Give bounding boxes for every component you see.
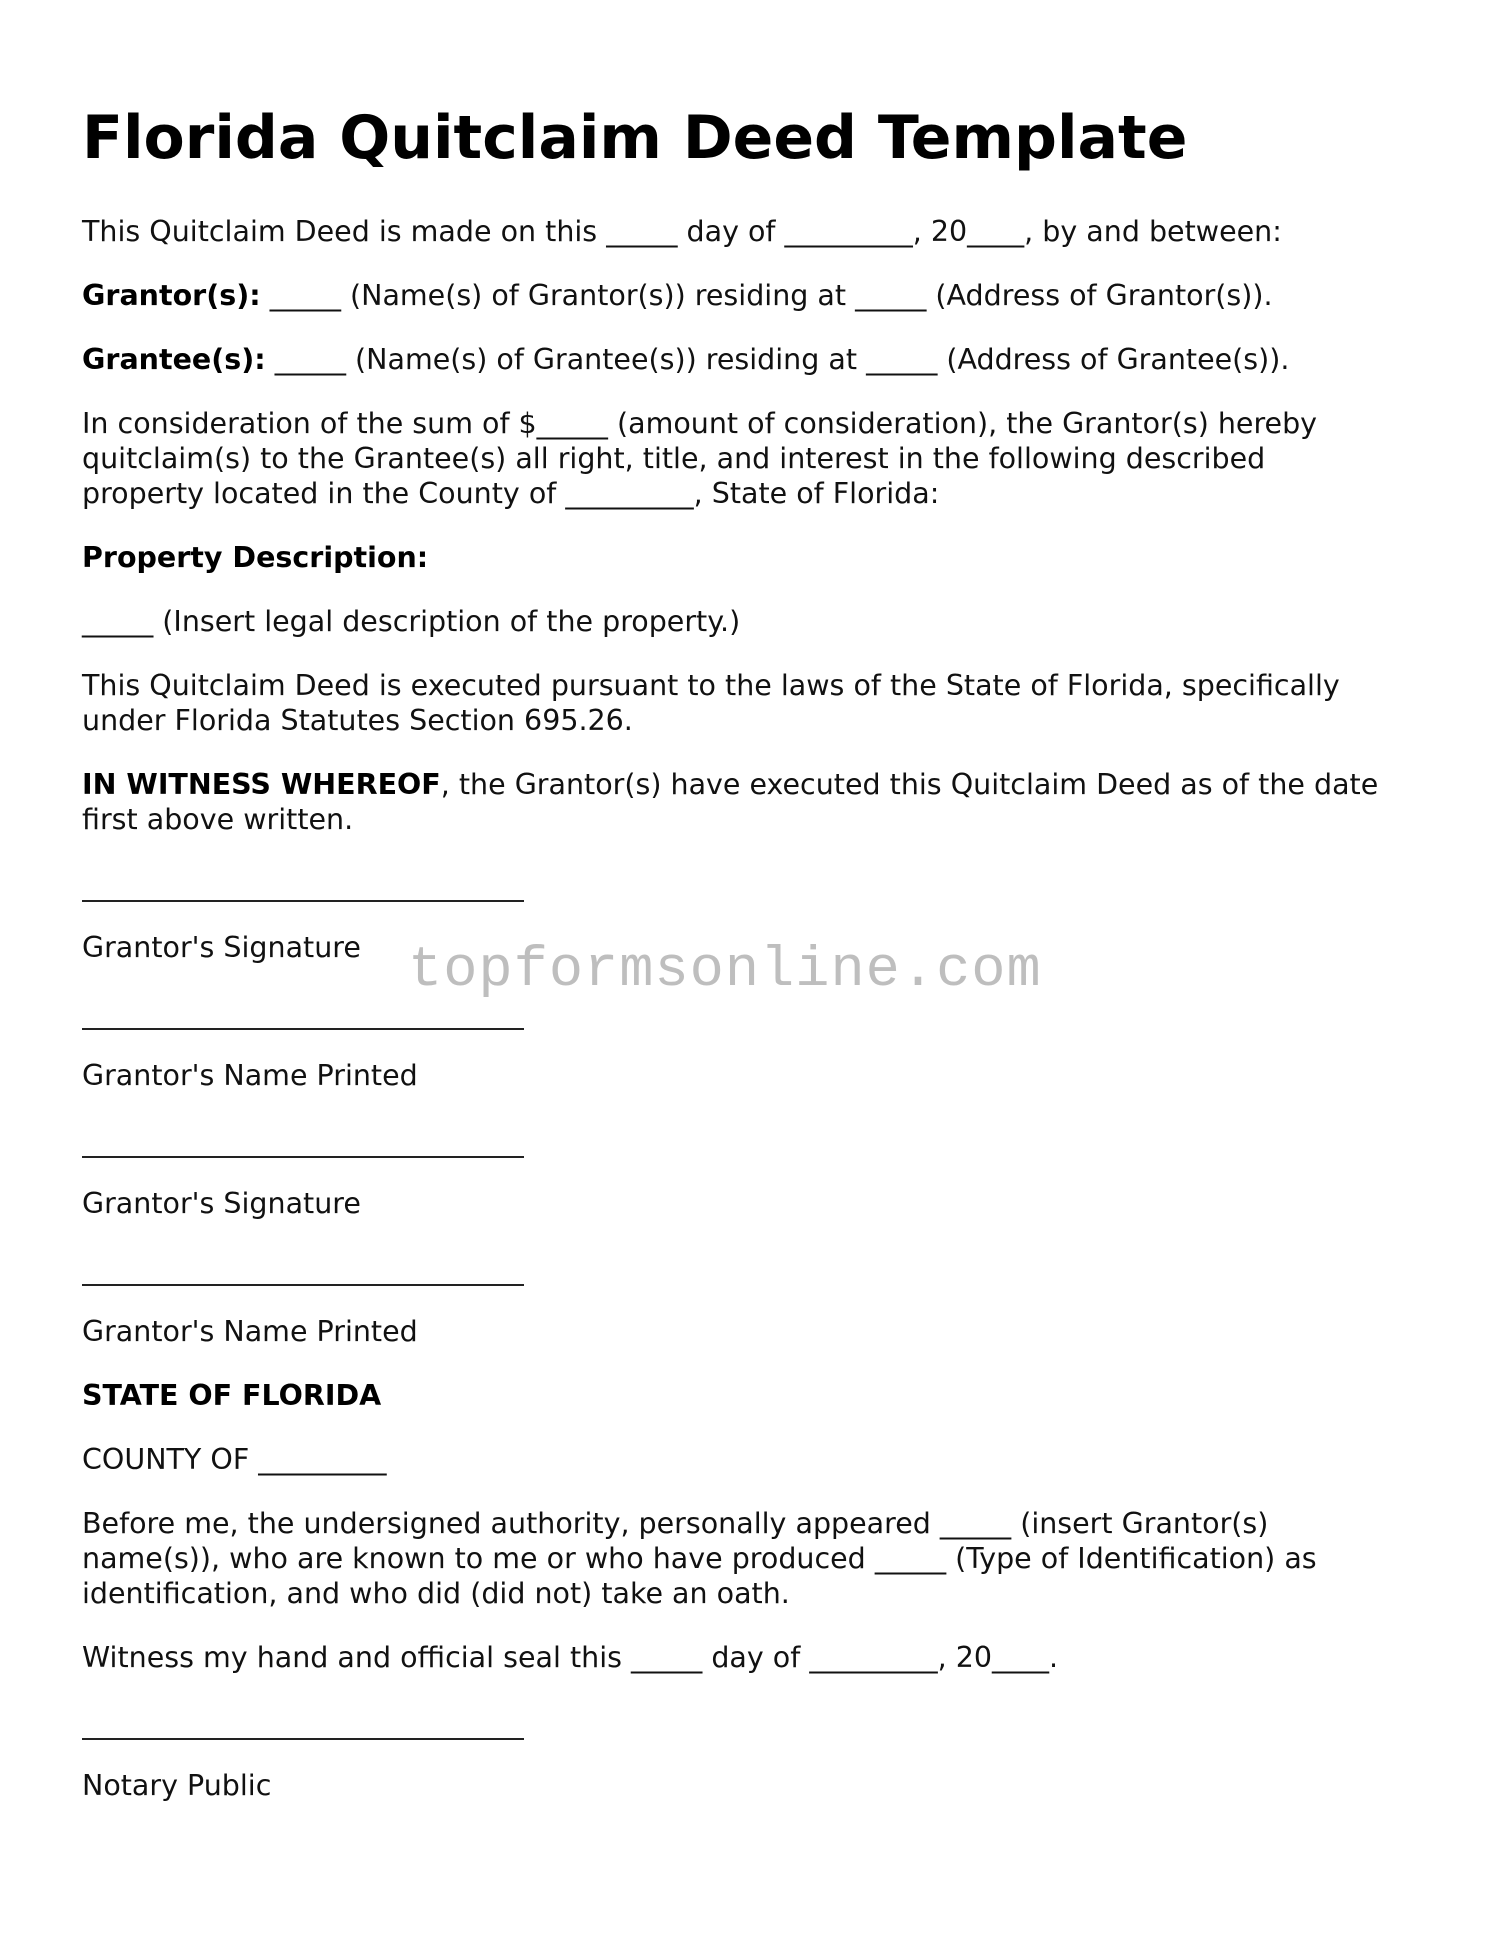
witness-line-2: first above written.	[82, 803, 354, 836]
property-description: _____ (Insert legal description of the property.)	[82, 605, 741, 638]
grantor-name-label-1: Grantor's Name Printed	[82, 1059, 418, 1092]
county-line: COUNTY OF _________	[82, 1443, 387, 1476]
grantor-signature-line-1	[82, 900, 524, 902]
grantor-label: Grantor(s):	[82, 279, 261, 312]
executed-line-1: This Quitclaim Deed is executed pursuant to the laws of the State of Florida, specifically	[82, 669, 1340, 702]
grantee-label: Grantee(s):	[82, 343, 266, 376]
grantor-text: _____ (Name(s) of Grantor(s)) residing at _____ (Address of Grantor(s)).	[260, 279, 1273, 312]
state-heading	[82, 1378, 381, 1413]
notary-signature-line	[82, 1738, 524, 1740]
property-heading-text: Property Description:	[82, 541, 429, 574]
consideration-line-3: property located in the County of _________, State of Florida:	[82, 477, 940, 510]
grantor-paragraph	[82, 278, 1273, 313]
notary-line-2: name(s)), who are known to me or who have produced _____ (Type of Identification) as	[82, 1542, 1317, 1575]
notary-line-1: Before me, the undersigned authority, personally appeared _____ (insert Grantor(s)	[82, 1507, 1269, 1540]
state-heading-text: STATE OF FLORIDA	[82, 1379, 382, 1412]
intro-paragraph: This Quitclaim Deed is made on this _____ day of _________, 20____, by and between:	[82, 215, 1282, 248]
grantor-name-label-2: Grantor's Name Printed	[82, 1315, 418, 1348]
witness-line-1	[82, 767, 1378, 802]
executed-line-2: under Florida Statutes Section 695.26.	[82, 704, 633, 737]
witness-rest: , the Grantor(s) have executed this Quitclaim Deed as of the date	[440, 768, 1379, 801]
seal-line: Witness my hand and official seal this _____ day of _________, 20____.	[82, 1641, 1059, 1674]
grantee-text: _____ (Name(s) of Grantee(s)) residing at _____ (Address of Grantee(s)).	[265, 343, 1290, 376]
property-heading	[82, 540, 428, 575]
consideration-line-1: In consideration of the sum of $_____ (amount of consideration), the Grantor(s) hereby	[82, 407, 1318, 440]
document-title: Florida Quitclaim Deed Template	[82, 103, 1188, 173]
grantor-name-line-2	[82, 1284, 524, 1286]
grantor-signature-line-2	[82, 1156, 524, 1158]
notary-public-label: Notary Public	[82, 1769, 272, 1802]
grantor-name-line-1	[82, 1028, 524, 1030]
grantor-signature-label-2: Grantor's Signature	[82, 1187, 361, 1220]
consideration-line-2: quitclaim(s) to the Grantee(s) all right, title, and interest in the following described	[82, 442, 1266, 475]
grantor-signature-label-1: Grantor's Signature	[82, 931, 361, 964]
grantee-paragraph	[82, 342, 1289, 377]
witness-bold: IN WITNESS WHEREOF	[82, 768, 441, 801]
notary-line-3: identification, and who did (did not) take an oath.	[82, 1577, 790, 1610]
watermark: topformsonline.com	[408, 939, 1042, 1003]
